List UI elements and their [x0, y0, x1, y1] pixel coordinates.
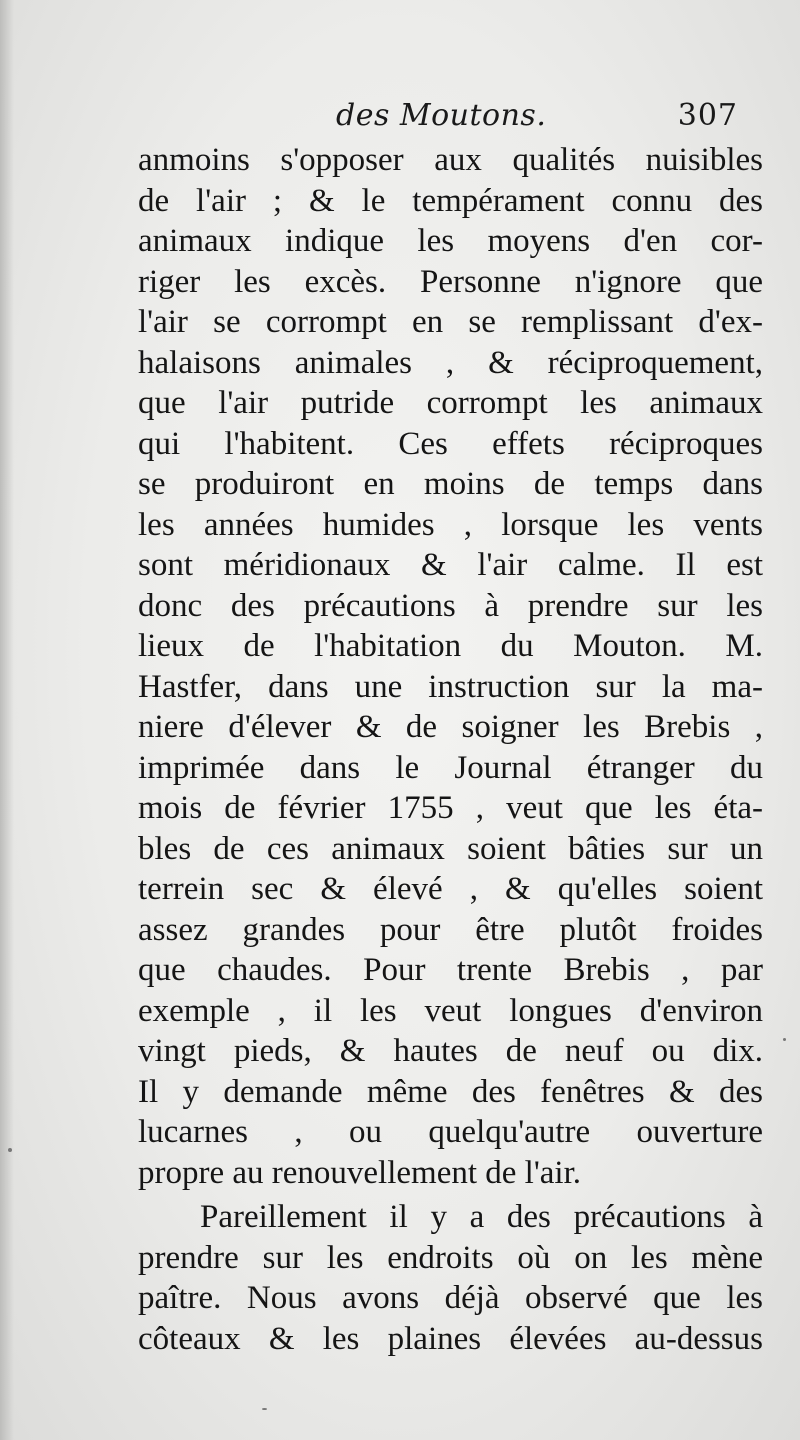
- ink-speck: [262, 1408, 267, 1410]
- text-line: prendre sur les endroits où on les mène: [138, 1239, 763, 1276]
- text-line: imprimée dans le Journal étranger du: [138, 749, 763, 786]
- text-line: vingt pieds, & hautes de neuf ou dix.: [138, 1033, 763, 1069]
- text-line: Pareillement il y a des précautions à: [200, 1199, 763, 1235]
- text-line: l'air se corrompt en se remplissant d'ex-: [138, 304, 763, 340]
- text-line: Hastfer, dans une instruction sur la ma-: [138, 668, 763, 705]
- ink-speck: [783, 1038, 786, 1041]
- text-line: Il y demande même des fenêtres & des: [138, 1073, 763, 1110]
- text-line: terrein sec & élevé , & qu'elles soient: [138, 871, 763, 907]
- body-text: [138, 140, 763, 1359]
- paragraph-2: [138, 1197, 763, 1359]
- text-line: les années humides , lorsque les vents: [138, 506, 763, 543]
- text-line: anmoins s'opposer aux qualités nuisibles: [138, 142, 763, 178]
- text-line: de l'air ; & le tempérament connu des: [138, 182, 763, 219]
- text-line: niere d'élever & de soigner les Brebis ,: [138, 709, 763, 745]
- text-line: donc des précautions à prendre sur les: [138, 587, 763, 624]
- ink-speck: [8, 1148, 12, 1152]
- text-line: mois de février 1755 , veut que les éta-: [138, 790, 763, 826]
- text-line: que chaudes. Pour trente Brebis , par: [138, 952, 763, 988]
- text-line: riger les excès. Personne n'ignore que: [138, 263, 763, 300]
- text-line: lieux de l'habitation du Mouton. M.: [138, 628, 763, 664]
- text-line: côteaux & les plaines élevées au-dessus: [138, 1320, 763, 1357]
- paragraph-1: [138, 140, 763, 1193]
- text-line: bles de ces animaux soient bâties sur un: [138, 830, 763, 867]
- text-line: que l'air putride corrompt les animaux: [138, 385, 763, 421]
- text-line: propre au renouvellement de l'air.: [138, 1154, 582, 1191]
- running-title: des Moutons.: [336, 98, 547, 133]
- text-line: assez grandes pour être plutôt froides: [138, 911, 763, 948]
- text-line: halaisons animales , & réciproquement,: [138, 344, 763, 381]
- text-line: animaux indique les moyens d'en cor-: [138, 223, 763, 259]
- text-line: paître. Nous avons déjà observé que les: [138, 1280, 763, 1316]
- page-number: 307: [677, 98, 738, 133]
- text-line: qui l'habitent. Ces effets réciproques: [138, 425, 763, 462]
- text-line: se produiront en moins de temps dans: [138, 466, 763, 502]
- text-line: sont méridionaux & l'air calme. Il est: [138, 547, 763, 583]
- page-gutter-shadow: [0, 0, 14, 1440]
- text-line: exemple , il les veut longues d'environ: [138, 992, 763, 1029]
- text-line: lucarnes , ou quelqu'autre ouverture: [138, 1114, 763, 1150]
- page-header: [140, 98, 740, 144]
